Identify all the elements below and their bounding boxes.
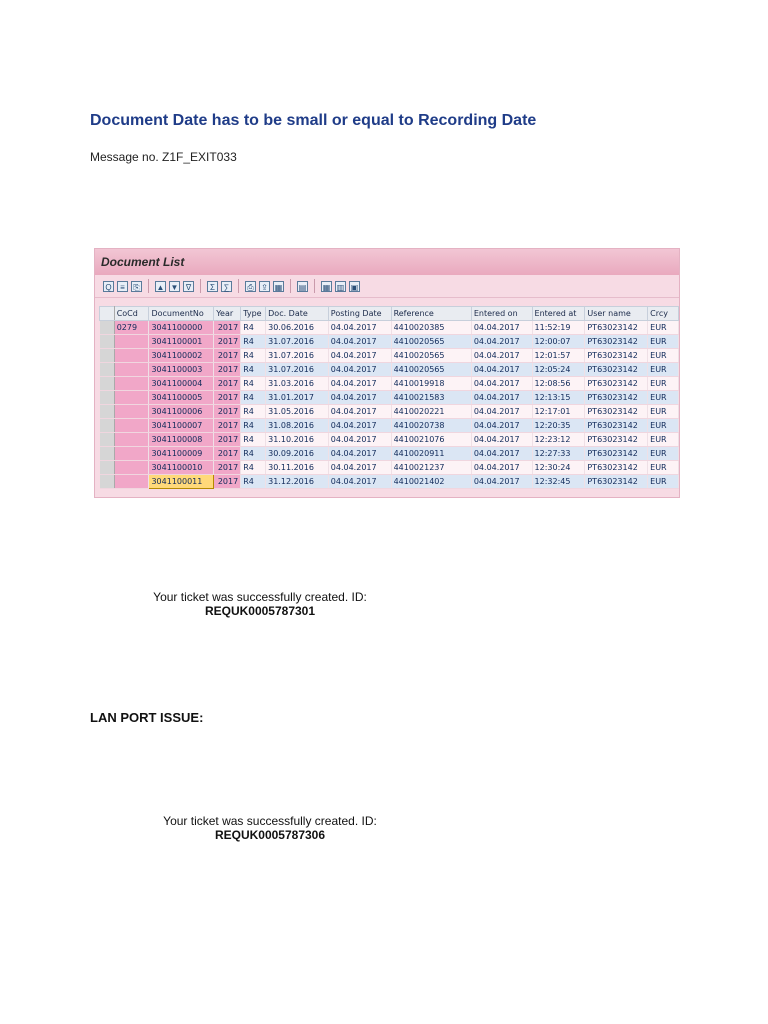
- table-cell: 3041100003: [149, 363, 214, 377]
- table-cell: 31.03.2016: [266, 377, 329, 391]
- table-cell: 30.06.2016: [266, 321, 329, 335]
- document-list-title: Document List: [95, 249, 679, 275]
- table-cell: [114, 461, 149, 475]
- table-cell: R4: [241, 419, 266, 433]
- column-header[interactable]: Doc. Date: [266, 307, 329, 321]
- row-selector[interactable]: [100, 433, 115, 447]
- table-cell: 2017: [214, 377, 241, 391]
- ticket-confirmation-1: [150, 590, 370, 618]
- table-cell: 4410020565: [391, 363, 471, 377]
- table-cell: 3041100008: [149, 433, 214, 447]
- table-cell: EUR: [648, 321, 679, 335]
- table-cell: 04.04.2017: [471, 419, 532, 433]
- table-cell: 04.04.2017: [328, 377, 391, 391]
- column-header[interactable]: Entered on: [471, 307, 532, 321]
- table-cell: 04.04.2017: [471, 405, 532, 419]
- table-cell: 12:13:15: [532, 391, 585, 405]
- table-cell: PT63023142: [585, 461, 648, 475]
- table-cell: 3041100011: [149, 475, 214, 489]
- table-cell: 30.11.2016: [266, 461, 329, 475]
- table-cell: 31.10.2016: [266, 433, 329, 447]
- table-cell: 31.12.2016: [266, 475, 329, 489]
- table-cell: 04.04.2017: [328, 391, 391, 405]
- table-row[interactable]: [100, 363, 679, 377]
- table-cell: R4: [241, 321, 266, 335]
- table-cell: EUR: [648, 377, 679, 391]
- table-row[interactable]: [100, 405, 679, 419]
- table-cell: 11:52:19: [532, 321, 585, 335]
- table-cell: 4410020221: [391, 405, 471, 419]
- detail-icon[interactable]: ≡: [117, 281, 128, 292]
- choose-layout-icon[interactable]: ▥: [336, 282, 345, 292]
- filter-icon[interactable]: ∇: [183, 281, 194, 292]
- table-cell: 2017: [214, 419, 241, 433]
- sort-asc-icon[interactable]: ▲: [156, 282, 165, 292]
- table-cell: 4410020738: [391, 419, 471, 433]
- grid-icon[interactable]: ▦: [322, 282, 331, 292]
- table-cell: R4: [241, 461, 266, 475]
- table-cell: 04.04.2017: [471, 475, 532, 489]
- column-header[interactable]: CoCd: [114, 307, 149, 321]
- table-row[interactable]: [100, 461, 679, 475]
- ticket-confirmation-2: [160, 814, 380, 842]
- table-cell: PT63023142: [585, 405, 648, 419]
- row-selector[interactable]: [100, 335, 115, 349]
- table-cell: EUR: [648, 419, 679, 433]
- ticket-2-text: Your ticket was successfully created. ID:: [163, 814, 377, 828]
- table-cell: PT63023142: [585, 377, 648, 391]
- table-cell: PT63023142: [585, 447, 648, 461]
- table-cell: [114, 475, 149, 489]
- table-cell: R4: [241, 391, 266, 405]
- table-row[interactable]: [100, 433, 679, 447]
- table-row[interactable]: [100, 447, 679, 461]
- table-cell: R4: [241, 363, 266, 377]
- table-cell: R4: [241, 447, 266, 461]
- print-icon[interactable]: ⎙: [245, 281, 256, 292]
- table-cell: 12:17:01: [532, 405, 585, 419]
- lan-port-heading: LAN PORT ISSUE:: [90, 710, 204, 725]
- table-cell: 04.04.2017: [328, 321, 391, 335]
- table-cell: 3041100009: [149, 447, 214, 461]
- table-cell: 04.04.2017: [471, 349, 532, 363]
- table-cell: 04.04.2017: [328, 419, 391, 433]
- table-cell: 4410021402: [391, 475, 471, 489]
- table-cell: 12:00:07: [532, 335, 585, 349]
- table-cell: R4: [241, 433, 266, 447]
- table-cell: 04.04.2017: [471, 461, 532, 475]
- row-selector[interactable]: [100, 377, 115, 391]
- table-header-row: [100, 307, 679, 321]
- sum-icon[interactable]: Σ: [207, 281, 218, 292]
- save-layout-icon[interactable]: ▣: [350, 282, 359, 292]
- toolbar-separator: [290, 279, 291, 293]
- toolbar-separator: [314, 279, 315, 293]
- table-cell: 2017: [214, 461, 241, 475]
- table-cell: 12:01:57: [532, 349, 585, 363]
- table-cell: 3041100002: [149, 349, 214, 363]
- copy-icon[interactable]: ⎘: [131, 281, 142, 292]
- table-cell: 12:20:35: [532, 419, 585, 433]
- row-selector[interactable]: [100, 349, 115, 363]
- column-header[interactable]: User name: [585, 307, 648, 321]
- select-all-icon[interactable]: [100, 307, 115, 321]
- table-cell: 04.04.2017: [328, 335, 391, 349]
- table-cell: EUR: [648, 475, 679, 489]
- ticket-2-id: REQUK0005787306: [214, 828, 326, 842]
- table-cell: PT63023142: [585, 433, 648, 447]
- message-number: Message no. Z1F_EXIT033: [90, 150, 237, 164]
- table-cell: R4: [241, 335, 266, 349]
- table-cell: R4: [241, 349, 266, 363]
- table-cell: 04.04.2017: [471, 321, 532, 335]
- column-header[interactable]: Year: [214, 307, 241, 321]
- toolbar-separator: [238, 279, 239, 293]
- table-cell: R4: [241, 377, 266, 391]
- column-header[interactable]: Posting Date: [328, 307, 391, 321]
- table-cell: 4410019918: [391, 377, 471, 391]
- page-heading: Document Date has to be small or equal to Recording Date: [90, 112, 537, 129]
- row-selector[interactable]: [100, 391, 115, 405]
- row-selector[interactable]: [100, 447, 115, 461]
- column-header[interactable]: Crcy: [648, 307, 679, 321]
- table-cell: PT63023142: [585, 335, 648, 349]
- table-cell: 04.04.2017: [328, 405, 391, 419]
- row-selector[interactable]: [100, 461, 115, 475]
- document-list-panel: [94, 248, 680, 498]
- table-cell: 12:30:24: [532, 461, 585, 475]
- table-cell: 4410021237: [391, 461, 471, 475]
- table-cell: 04.04.2017: [328, 433, 391, 447]
- table-cell: 31.01.2017: [266, 391, 329, 405]
- table-cell: [114, 349, 149, 363]
- table-cell: 3041100010: [149, 461, 214, 475]
- table-cell: 31.05.2016: [266, 405, 329, 419]
- table-row[interactable]: [100, 335, 679, 349]
- document-list-table: [99, 306, 679, 489]
- table-cell: 04.04.2017: [471, 391, 532, 405]
- table-cell: 2017: [214, 433, 241, 447]
- table-cell: 3041100001: [149, 335, 214, 349]
- table-cell: 2017: [214, 475, 241, 489]
- table-cell: EUR: [648, 335, 679, 349]
- table-cell: [114, 363, 149, 377]
- table-cell: 4410020385: [391, 321, 471, 335]
- table-cell: 04.04.2017: [328, 349, 391, 363]
- table-cell: 2017: [214, 363, 241, 377]
- table-cell: [114, 377, 149, 391]
- table-cell: 04.04.2017: [471, 377, 532, 391]
- spreadsheet-icon[interactable]: ▦: [274, 282, 283, 292]
- column-header[interactable]: DocumentNo: [149, 307, 214, 321]
- document-list-toolbar: [95, 275, 679, 298]
- table-cell: 04.04.2017: [471, 447, 532, 461]
- toolbar-separator: [200, 279, 201, 293]
- table-cell: 3041100000: [149, 321, 214, 335]
- table-cell: EUR: [648, 349, 679, 363]
- table-cell: [114, 433, 149, 447]
- table-cell: 04.04.2017: [471, 433, 532, 447]
- ticket-1-text: Your ticket was successfully created. ID:: [153, 590, 367, 604]
- table-row[interactable]: [100, 321, 679, 335]
- table-cell: 31.08.2016: [266, 419, 329, 433]
- export-icon[interactable]: ⇪: [259, 281, 270, 292]
- table-cell: [114, 447, 149, 461]
- table-cell: 2017: [214, 321, 241, 335]
- row-selector[interactable]: [100, 419, 115, 433]
- table-cell: 3041100006: [149, 405, 214, 419]
- table-cell: 04.04.2017: [328, 447, 391, 461]
- sort-desc-icon[interactable]: ▼: [170, 282, 179, 292]
- zoom-icon[interactable]: Q: [103, 281, 114, 292]
- table-cell: R4: [241, 405, 266, 419]
- table-cell: 12:32:45: [532, 475, 585, 489]
- ticket-1-id: REQUK0005787301: [204, 604, 316, 618]
- table-cell: 04.04.2017: [471, 335, 532, 349]
- toolbar-separator: [148, 279, 149, 293]
- table-cell: 31.07.2016: [266, 349, 329, 363]
- table-cell: R4: [241, 475, 266, 489]
- table-cell: 30.09.2016: [266, 447, 329, 461]
- table-cell: PT63023142: [585, 349, 648, 363]
- row-selector[interactable]: [100, 405, 115, 419]
- table-cell: 3041100007: [149, 419, 214, 433]
- table-cell: 04.04.2017: [328, 475, 391, 489]
- table-cell: 31.07.2016: [266, 335, 329, 349]
- table-cell: 31.07.2016: [266, 363, 329, 377]
- table-cell: EUR: [648, 433, 679, 447]
- table-cell: PT63023142: [585, 391, 648, 405]
- table-cell: PT63023142: [585, 363, 648, 377]
- table-cell: EUR: [648, 391, 679, 405]
- layout-icon[interactable]: ▤: [298, 282, 307, 292]
- table-cell: 2017: [214, 349, 241, 363]
- column-header[interactable]: Type: [241, 307, 266, 321]
- table-cell: 4410021076: [391, 433, 471, 447]
- table-row[interactable]: [100, 377, 679, 391]
- row-selector[interactable]: [100, 363, 115, 377]
- table-cell: [114, 335, 149, 349]
- table-cell: EUR: [648, 405, 679, 419]
- table-cell: 4410021583: [391, 391, 471, 405]
- table-cell: [114, 391, 149, 405]
- table-cell: 2017: [214, 335, 241, 349]
- table-row[interactable]: [100, 475, 679, 489]
- table-cell: 2017: [214, 447, 241, 461]
- table-cell: 0279: [114, 321, 149, 335]
- table-cell: PT63023142: [585, 475, 648, 489]
- table-cell: 12:05:24: [532, 363, 585, 377]
- table-cell: 2017: [214, 391, 241, 405]
- table-cell: 12:08:56: [532, 377, 585, 391]
- subtotal-icon[interactable]: ∑: [221, 281, 232, 292]
- table-cell: 04.04.2017: [471, 363, 532, 377]
- table-cell: 4410020565: [391, 335, 471, 349]
- table-cell: [114, 419, 149, 433]
- table-cell: 3041100005: [149, 391, 214, 405]
- table-cell: 3041100004: [149, 377, 214, 391]
- table-row[interactable]: [100, 349, 679, 363]
- table-cell: 04.04.2017: [328, 363, 391, 377]
- table-row[interactable]: [100, 391, 679, 405]
- column-header[interactable]: Entered at: [532, 307, 585, 321]
- table-cell: EUR: [648, 461, 679, 475]
- table-cell: PT63023142: [585, 419, 648, 433]
- table-cell: EUR: [648, 447, 679, 461]
- table-cell: 12:23:12: [532, 433, 585, 447]
- table-cell: PT63023142: [585, 321, 648, 335]
- row-selector[interactable]: [100, 321, 115, 335]
- row-selector[interactable]: [100, 475, 115, 489]
- table-row[interactable]: [100, 419, 679, 433]
- table-cell: 4410020911: [391, 447, 471, 461]
- table-cell: 4410020565: [391, 349, 471, 363]
- table-cell: 12:27:33: [532, 447, 585, 461]
- column-header[interactable]: Reference: [391, 307, 471, 321]
- table-cell: EUR: [648, 363, 679, 377]
- table-cell: [114, 405, 149, 419]
- table-cell: 2017: [214, 405, 241, 419]
- table-cell: 04.04.2017: [328, 461, 391, 475]
